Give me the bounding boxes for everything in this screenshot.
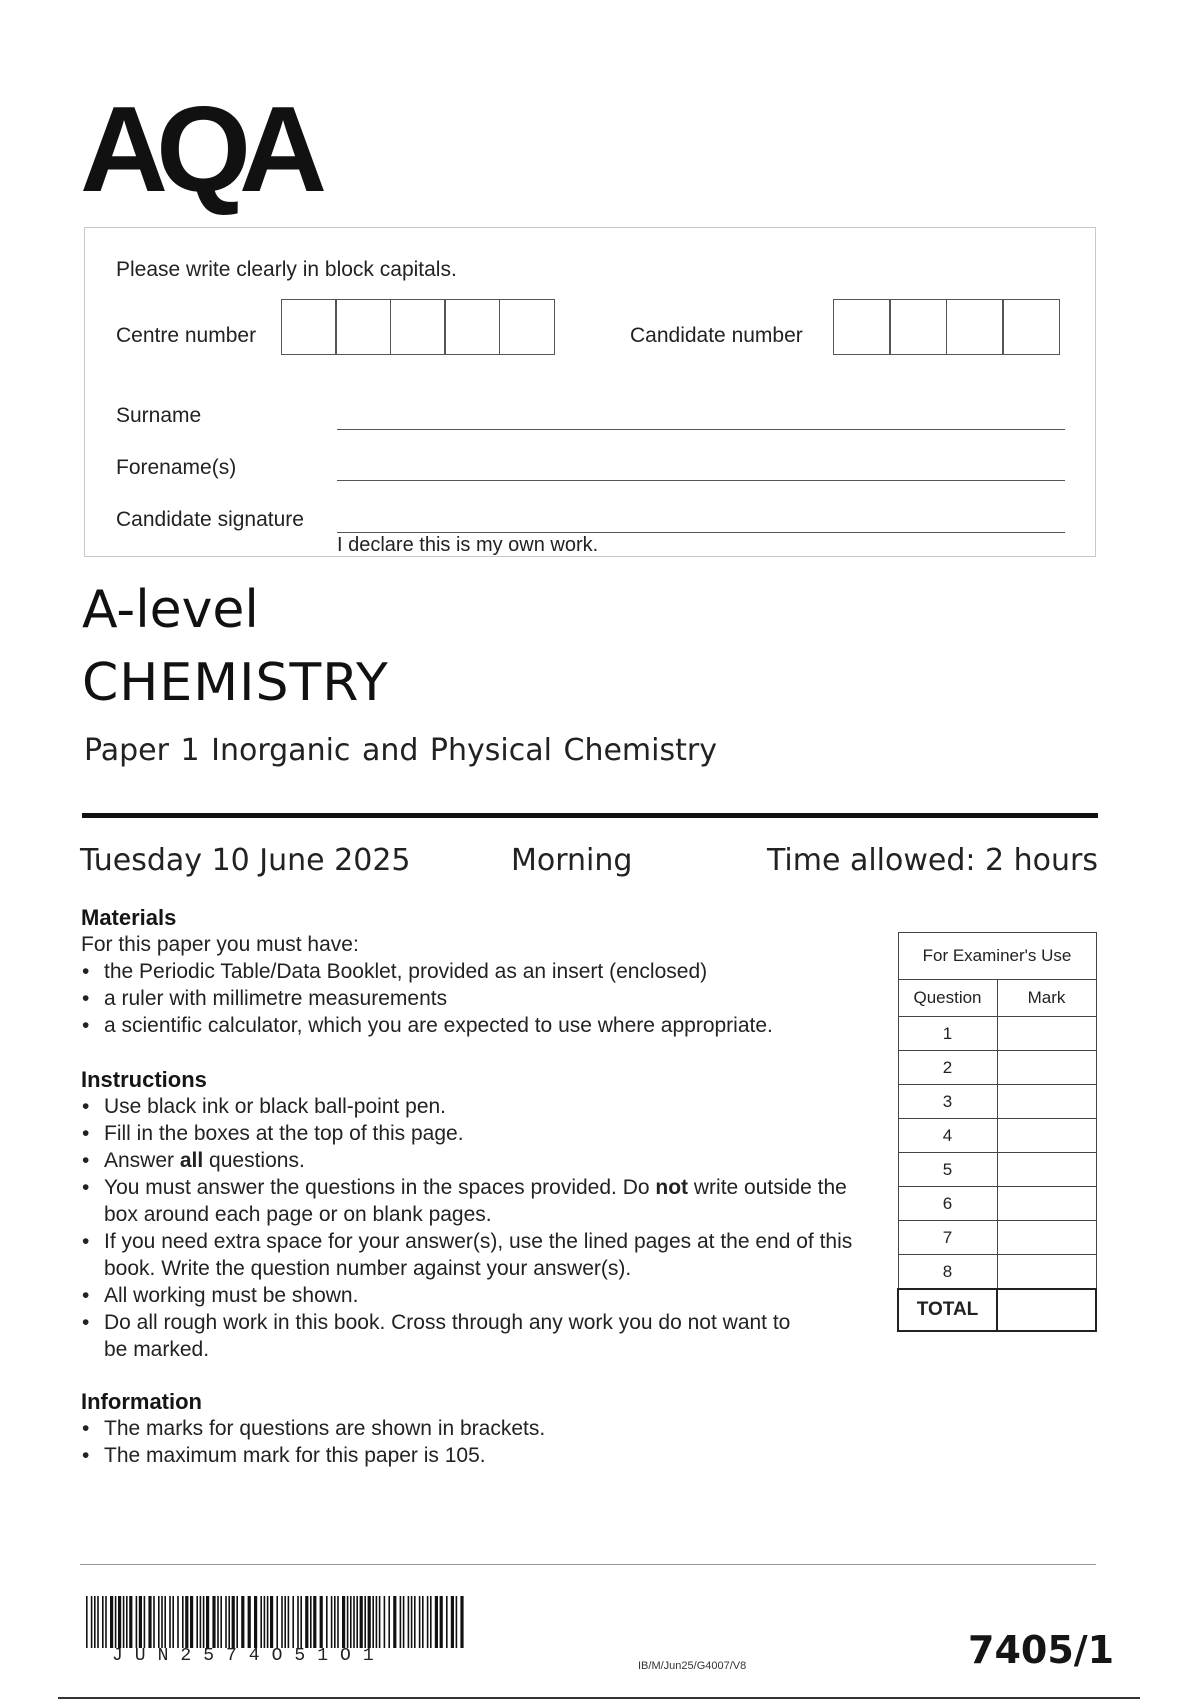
barcode-bar bbox=[129, 1596, 132, 1648]
barcode-bar bbox=[217, 1596, 219, 1648]
document-reference: IB/M/Jun25/G4007/V8 bbox=[638, 1660, 747, 1672]
barcode-bar bbox=[123, 1596, 125, 1648]
barcode-bar bbox=[353, 1596, 355, 1648]
mark-cell[interactable] bbox=[997, 1051, 1096, 1085]
barcode-bar bbox=[411, 1596, 413, 1648]
examiners-use-title: For Examiner's Use bbox=[898, 933, 1096, 980]
mark-cell[interactable] bbox=[997, 1017, 1096, 1051]
barcode-bar bbox=[393, 1596, 396, 1648]
barcode-bar bbox=[144, 1596, 146, 1648]
candidate-number-digit[interactable] bbox=[946, 299, 1004, 355]
information-list bbox=[81, 1415, 861, 1469]
barcode-bar bbox=[276, 1596, 278, 1648]
table-row bbox=[898, 1085, 1096, 1119]
list-item: • the Periodic Table/Data Booklet, provided as an insert (enclosed) bbox=[81, 958, 881, 985]
barcode-bar bbox=[254, 1596, 257, 1648]
barcode-bar bbox=[356, 1596, 358, 1648]
instructions-heading: Instructions bbox=[81, 1067, 207, 1092]
list-item: • Answer all questions. bbox=[81, 1147, 861, 1174]
subject-title: CHEMISTRY bbox=[82, 653, 389, 713]
barcode-bar bbox=[86, 1596, 88, 1648]
barcode-bar bbox=[260, 1596, 262, 1648]
mark-column-header: Mark bbox=[997, 980, 1096, 1017]
barcode-bar bbox=[212, 1596, 215, 1648]
barcode-bar bbox=[126, 1596, 128, 1648]
barcode-bar bbox=[360, 1596, 363, 1648]
barcode-bar bbox=[139, 1596, 142, 1648]
barcode-bar bbox=[403, 1596, 405, 1648]
declaration-text: I declare this is my own work. bbox=[337, 534, 599, 556]
barcode-bar bbox=[91, 1596, 93, 1648]
centre-number-digit[interactable] bbox=[390, 299, 446, 355]
time-allowed: Time allowed: 2 hours bbox=[766, 843, 1098, 878]
barcode-bar bbox=[419, 1596, 421, 1648]
barcode-bar bbox=[347, 1596, 349, 1648]
list-item: • a ruler with millimetre measurements bbox=[81, 985, 881, 1012]
candidate-number-digit[interactable] bbox=[1002, 299, 1060, 355]
barcode-bar bbox=[364, 1596, 366, 1648]
barcode-bar bbox=[118, 1596, 121, 1648]
barcode-bar bbox=[451, 1596, 454, 1648]
forenames-field[interactable] bbox=[337, 480, 1065, 481]
mark-cell[interactable] bbox=[997, 1085, 1096, 1119]
information-section bbox=[81, 1389, 861, 1469]
list-item: • If you need extra space for your answer(s), use the lined pages at the end of this book. Write the question number against your answer(s). bbox=[81, 1228, 861, 1282]
barcode-bar bbox=[206, 1596, 209, 1648]
barcode-bar bbox=[105, 1596, 107, 1648]
centre-number-digit[interactable] bbox=[444, 299, 500, 355]
instructions-list bbox=[81, 1093, 861, 1363]
barcode-bar bbox=[172, 1596, 174, 1648]
mark-cell[interactable] bbox=[997, 1187, 1096, 1221]
instructions-section bbox=[81, 1067, 861, 1363]
list-item: • Use black ink or black ball-point pen. bbox=[81, 1093, 861, 1120]
signature-field[interactable] bbox=[337, 532, 1065, 533]
barcode-bar bbox=[292, 1596, 294, 1648]
materials-intro: For this paper you must have: bbox=[81, 933, 359, 956]
barcode-bar bbox=[148, 1596, 151, 1648]
candidate-details-box bbox=[84, 227, 1096, 557]
barcode-bar bbox=[440, 1596, 443, 1648]
barcode-bar bbox=[248, 1596, 251, 1648]
barcode-bar bbox=[136, 1596, 138, 1648]
barcode-bar bbox=[427, 1596, 429, 1648]
examiners-use-table bbox=[897, 932, 1097, 1332]
barcode-bar bbox=[267, 1596, 269, 1648]
materials-section bbox=[81, 905, 881, 1039]
barcode-bar bbox=[460, 1596, 463, 1648]
barcode-bar bbox=[190, 1596, 193, 1648]
question-number: 8 bbox=[898, 1255, 997, 1290]
barcode-bar bbox=[376, 1596, 378, 1648]
centre-number-digit[interactable] bbox=[335, 299, 391, 355]
barcode-bar bbox=[164, 1596, 166, 1648]
candidate-number-label: Candidate number bbox=[630, 324, 803, 347]
barcode-bar bbox=[203, 1596, 205, 1648]
mark-cell[interactable] bbox=[997, 1153, 1096, 1187]
list-item: • The maximum mark for this paper is 105. bbox=[81, 1442, 861, 1469]
list-item: • a scientific calculator, which you are expected to use where appropriate. bbox=[81, 1012, 881, 1039]
barcode-bar bbox=[153, 1596, 155, 1648]
table-row bbox=[898, 1051, 1096, 1085]
barcode-bar bbox=[196, 1596, 198, 1648]
barcode-bar bbox=[430, 1596, 432, 1648]
barcode-bar bbox=[102, 1596, 104, 1648]
exam-date: Tuesday 10 June 2025 bbox=[80, 843, 411, 878]
table-row bbox=[898, 1119, 1096, 1153]
barcode-bar bbox=[400, 1596, 402, 1648]
barcode-bar bbox=[305, 1596, 308, 1648]
mark-cell[interactable] bbox=[997, 1255, 1096, 1290]
barcode-bar bbox=[300, 1596, 302, 1648]
table-row bbox=[898, 1255, 1096, 1290]
centre-number-boxes[interactable] bbox=[282, 299, 555, 355]
total-mark-cell[interactable] bbox=[997, 1289, 1096, 1331]
table-row bbox=[898, 1153, 1096, 1187]
barcode bbox=[86, 1596, 470, 1648]
barcode-bar bbox=[270, 1596, 273, 1648]
barcode-bar bbox=[281, 1596, 283, 1648]
paper-code: 7405/1 bbox=[968, 1628, 1115, 1672]
barcode-bar bbox=[177, 1596, 179, 1648]
question-number: 3 bbox=[898, 1085, 997, 1119]
barcode-bar bbox=[288, 1596, 290, 1648]
barcode-bar bbox=[115, 1596, 117, 1648]
barcode-bar bbox=[220, 1596, 222, 1648]
barcode-bar bbox=[435, 1596, 438, 1648]
table-row bbox=[898, 1187, 1096, 1221]
question-number: 7 bbox=[898, 1221, 997, 1255]
barcode-bar bbox=[388, 1596, 390, 1648]
paper-title: Paper 1 Inorganic and Physical Chemistry bbox=[84, 733, 717, 768]
barcode-bar bbox=[414, 1596, 416, 1648]
barcode-bar bbox=[320, 1596, 323, 1648]
centre-number-label: Centre number bbox=[116, 324, 257, 347]
barcode-bar bbox=[422, 1596, 424, 1648]
barcode-bar bbox=[182, 1596, 184, 1648]
barcode-bar bbox=[241, 1596, 244, 1648]
barcode-bar bbox=[313, 1596, 316, 1648]
barcode-bar bbox=[331, 1596, 333, 1648]
barcode-bar bbox=[326, 1596, 328, 1648]
barcode-bar bbox=[446, 1596, 448, 1648]
barcode-bar bbox=[228, 1596, 230, 1648]
barcode-bar bbox=[297, 1596, 299, 1648]
surname-field[interactable] bbox=[337, 429, 1065, 430]
question-number: 4 bbox=[898, 1119, 997, 1153]
question-number: 1 bbox=[898, 1017, 997, 1051]
candidate-number-digit[interactable] bbox=[889, 299, 947, 355]
materials-heading: Materials bbox=[81, 905, 177, 930]
question-number: 2 bbox=[898, 1051, 997, 1085]
mark-cell[interactable] bbox=[997, 1221, 1096, 1255]
barcode-bar bbox=[264, 1596, 266, 1648]
list-item: • The marks for questions are shown in brackets. bbox=[81, 1415, 861, 1442]
table-row bbox=[898, 1017, 1096, 1051]
exam-session: Morning bbox=[511, 843, 633, 878]
question-number: 6 bbox=[898, 1187, 997, 1221]
barcode-bar bbox=[342, 1596, 345, 1648]
barcode-bar bbox=[408, 1596, 410, 1648]
list-item: • All working must be shown. bbox=[81, 1282, 861, 1309]
forenames-label: Forename(s) bbox=[116, 456, 237, 479]
total-row bbox=[898, 1289, 1096, 1331]
information-heading: Information bbox=[81, 1389, 202, 1414]
barcode-bar bbox=[310, 1596, 312, 1648]
total-label: TOTAL bbox=[898, 1289, 997, 1331]
barcode-bar bbox=[368, 1596, 371, 1648]
barcode-bar bbox=[232, 1596, 235, 1648]
list-item: • Fill in the boxes at the top of this page. bbox=[81, 1120, 861, 1147]
barcode-bar bbox=[225, 1596, 227, 1648]
barcode-bar bbox=[185, 1596, 188, 1648]
page-bottom-rule bbox=[58, 1697, 1140, 1699]
barcode-bar bbox=[379, 1596, 381, 1648]
surname-label: Surname bbox=[116, 404, 202, 427]
candidate-number-boxes[interactable] bbox=[834, 299, 1060, 355]
centre-number-digit[interactable] bbox=[499, 299, 555, 355]
list-item: • Do all rough work in this book. Cross through any work you do not want to be marked. bbox=[81, 1309, 794, 1363]
title-divider bbox=[82, 813, 1098, 818]
barcode-bar bbox=[456, 1596, 458, 1648]
barcode-bar bbox=[110, 1596, 113, 1648]
barcode-bar bbox=[94, 1596, 96, 1648]
aqa-logo: AQA bbox=[80, 81, 316, 217]
barcode-bar bbox=[334, 1596, 336, 1648]
barcode-bar bbox=[158, 1596, 160, 1648]
barcode-bar bbox=[169, 1596, 171, 1648]
signature-label: Candidate signature bbox=[116, 508, 304, 531]
candidate-number-digit[interactable] bbox=[833, 299, 891, 355]
barcode-bar bbox=[200, 1596, 202, 1648]
barcode-bar bbox=[372, 1596, 374, 1648]
question-number: 5 bbox=[898, 1153, 997, 1187]
list-item: • You must answer the questions in the spaces provided. Do not write outside the box around each page or on blank pages. bbox=[81, 1174, 861, 1228]
barcode-digits: JUN2574O51O1 bbox=[112, 1646, 386, 1666]
centre-number-digit[interactable] bbox=[281, 299, 337, 355]
barcode-bar bbox=[350, 1596, 352, 1648]
mark-cell[interactable] bbox=[997, 1119, 1096, 1153]
question-column-header: Question bbox=[898, 980, 997, 1017]
block-capitals-instruction: Please write clearly in block capitals. bbox=[116, 258, 457, 281]
barcode-bar bbox=[384, 1596, 386, 1648]
barcode-bar bbox=[284, 1596, 286, 1648]
barcode-bar bbox=[337, 1596, 339, 1648]
footer-divider bbox=[80, 1564, 1096, 1565]
barcode-bar bbox=[161, 1596, 163, 1648]
barcode-bar bbox=[97, 1596, 99, 1648]
qualification-level: A-level bbox=[82, 580, 259, 640]
materials-list bbox=[81, 958, 881, 1039]
table-row bbox=[898, 1221, 1096, 1255]
barcode-bar bbox=[236, 1596, 238, 1648]
